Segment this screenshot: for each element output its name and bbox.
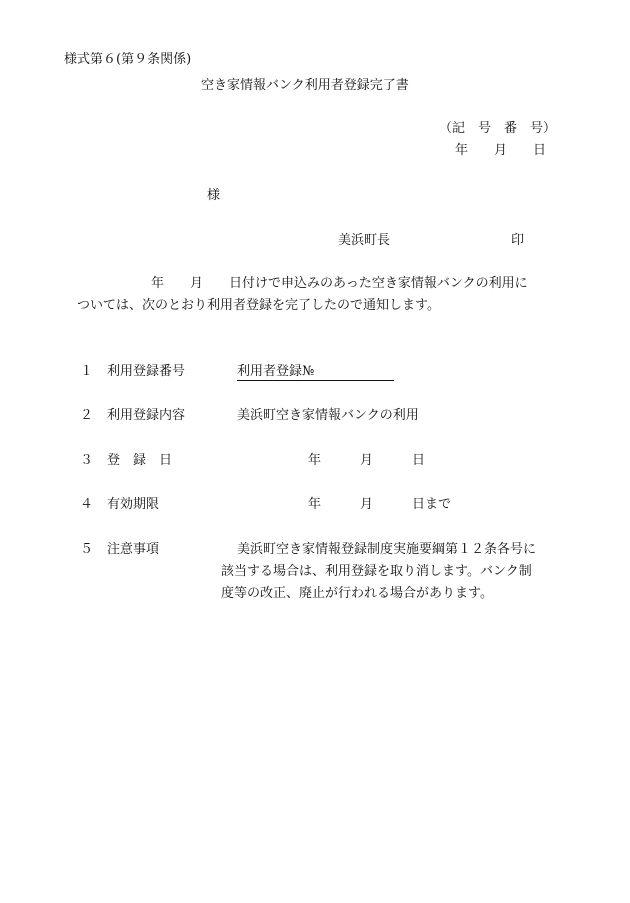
item-3-value: 年 月 日 [308, 453, 426, 468]
item-1-number: １ [80, 364, 94, 379]
item-2-label: 利用登録内容 [107, 408, 186, 423]
item-5-value-line-3: 度等の改正、廃止が行われる場合があります。 [221, 586, 493, 601]
item-5-value-line-1: 美浜町空き家情報登録制度実施要綱第１２条各号に [237, 542, 537, 557]
item-1-label: 利用登録番号 [107, 364, 186, 379]
issuer-seal: 印 [511, 233, 525, 248]
issuer-name: 美浜町長 [338, 233, 391, 248]
item-4-label: 有効期限 [107, 497, 160, 512]
document-title: 空き家情報バンク利用者登録完了書 [201, 78, 409, 93]
item-5-value-line-2: 該当する場合は、利用登録を取り消します。バンク制 [221, 564, 532, 579]
form-number: 様式第６(第９条関係) [64, 52, 192, 67]
item-3-label: 登 録 日 [107, 453, 173, 468]
item-3-number: ３ [80, 453, 94, 468]
body-line-2: ついては、次のとおり利用者登録を完了したので通知します。 [77, 298, 440, 313]
body-line-1: 年 月 日付けで申込みのあった空き家情報バンクの利用に [151, 276, 528, 291]
item-4-value: 年 月 日まで [308, 497, 452, 512]
item-2-number: ２ [80, 408, 94, 423]
item-4-number: ４ [80, 497, 94, 512]
record-number: （記 号 番 号） [439, 121, 557, 136]
item-1-value: 利用者登録№ [237, 364, 394, 381]
item-5-label: 注意事項 [107, 542, 160, 557]
item-2-value: 美浜町空き家情報バンクの利用 [237, 408, 419, 423]
issue-date: 年 月 日 [455, 143, 547, 158]
item-5-number: ５ [80, 542, 94, 557]
recipient-honorific: 様 [207, 188, 221, 203]
